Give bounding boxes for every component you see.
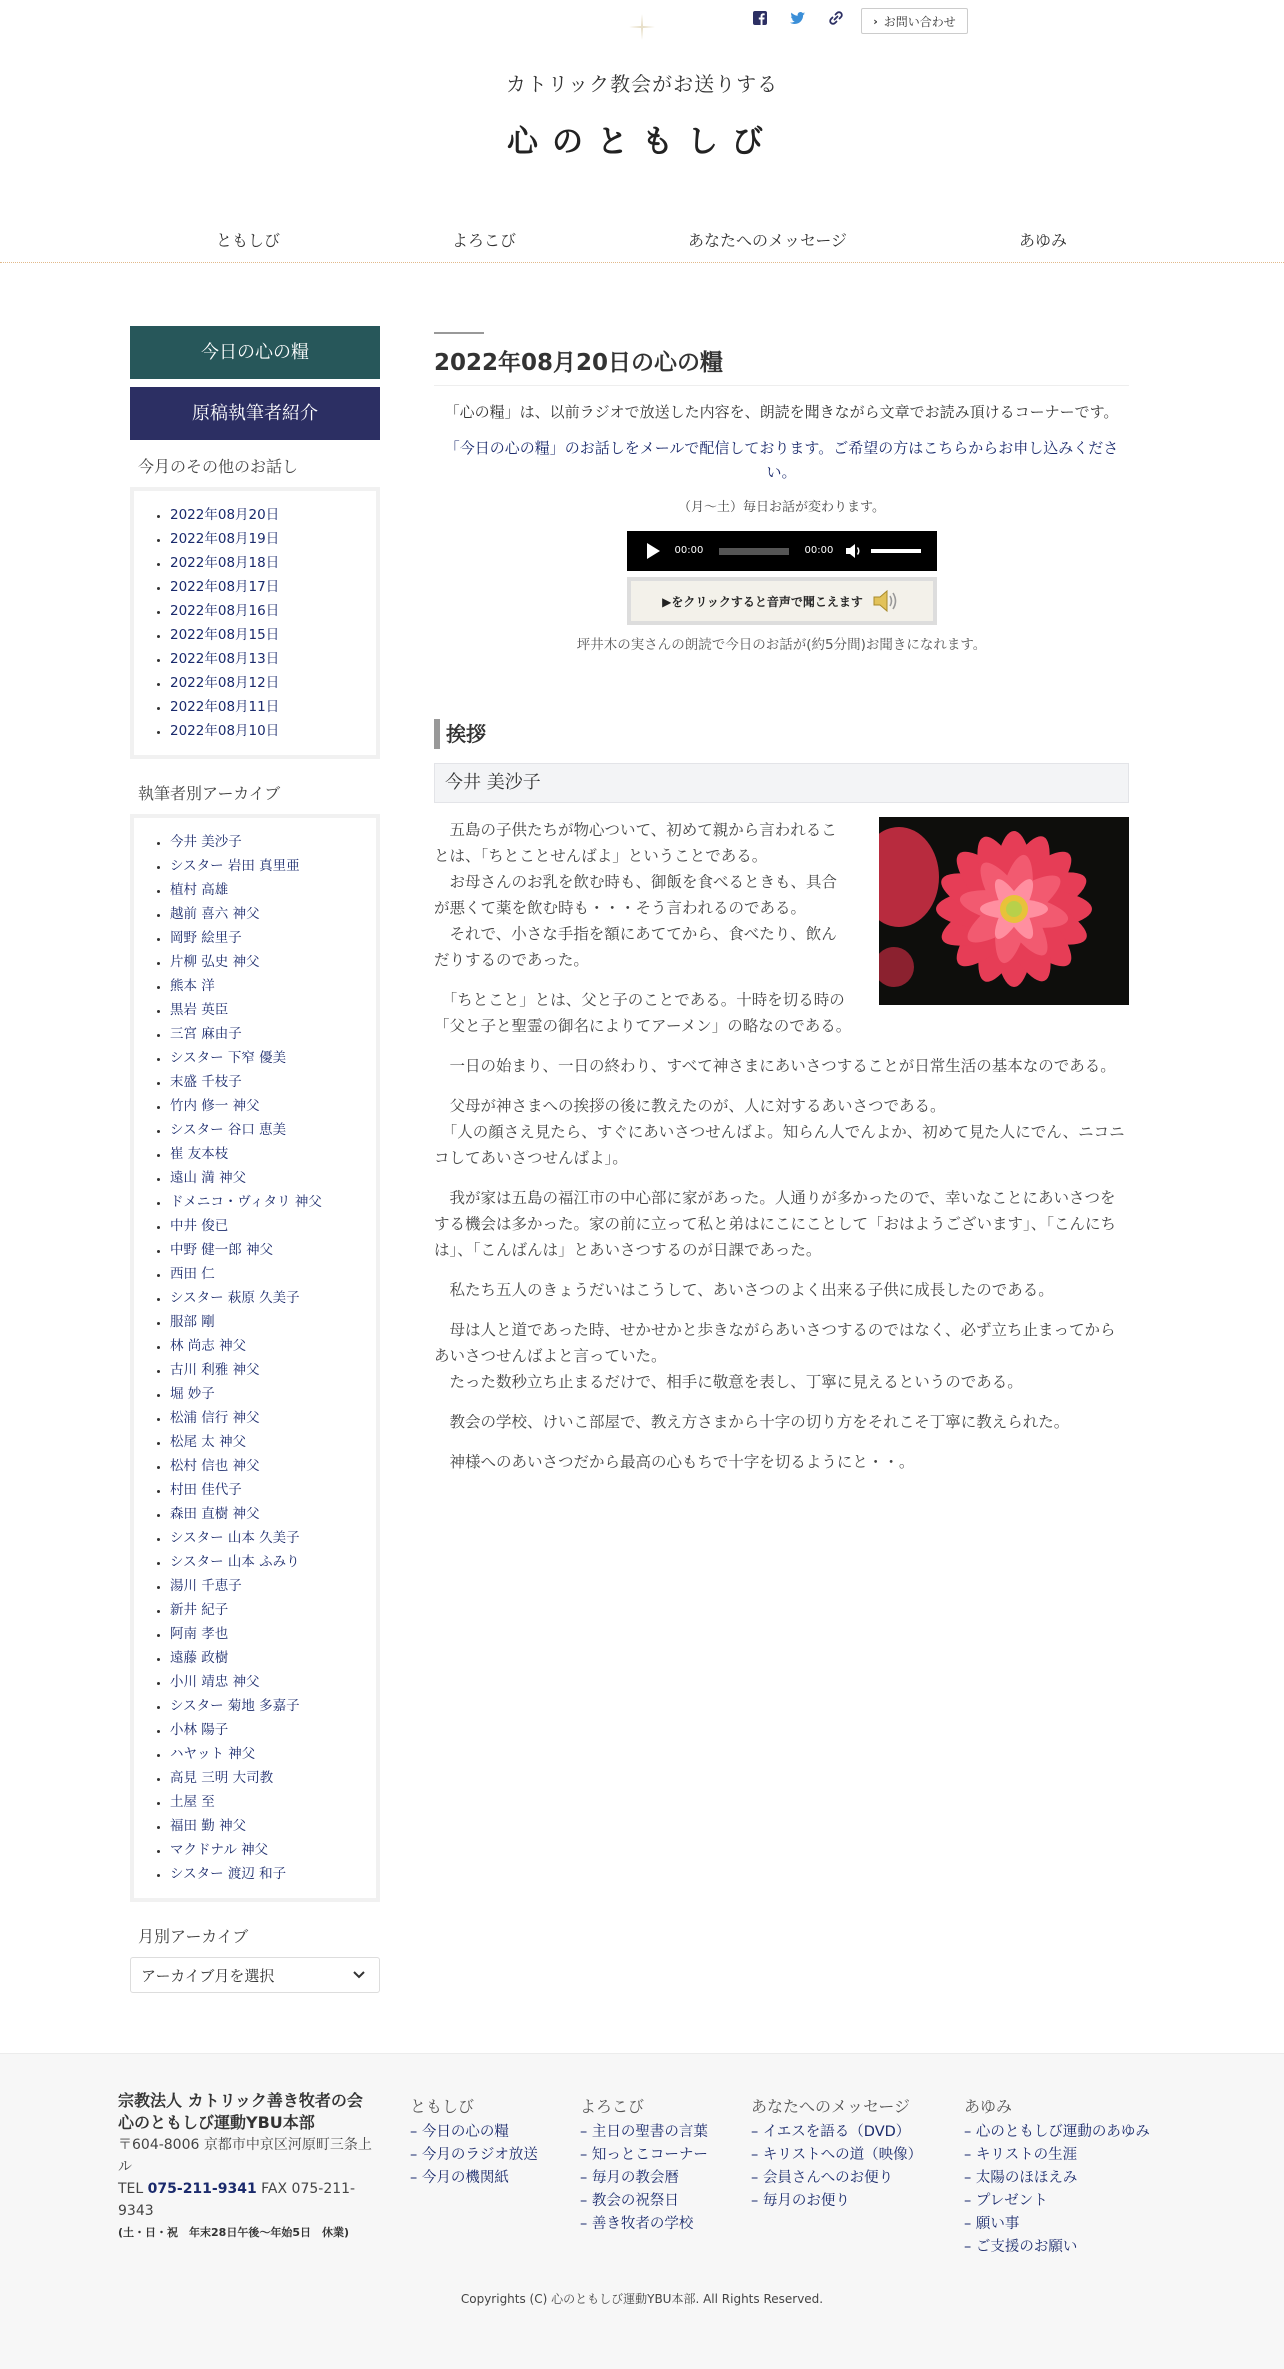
site-title[interactable]: 心のともしび: [507, 124, 777, 160]
nav-yorokobi[interactable]: よろこび: [452, 231, 517, 250]
section-heading: 挨拶: [434, 719, 1129, 749]
author-link[interactable]: • 林 尚志 神父: [170, 1334, 376, 1358]
author-link[interactable]: • 阿南 孝也: [170, 1622, 376, 1646]
footer-col-ayumi: [964, 2094, 1150, 2259]
author-link[interactable]: • 高見 三明 大司教: [170, 1766, 376, 1790]
copyright: Copyrights (C) 心のともしび運動YBU本部. All Rights Reserved.: [460, 2292, 824, 2306]
footer-link[interactable]: – 太陽のほほえみ: [964, 2170, 1078, 2186]
author-link[interactable]: • 末盛 千枝子: [170, 1070, 376, 1094]
listen-instruction: [627, 577, 937, 625]
footer-link[interactable]: – 教会の祝祭日: [580, 2193, 679, 2209]
mail-subscribe-link[interactable]: 「今日の心の糧」のお話しをメールで配信しております。ご希望の方はこちらからお申し込みください。: [444, 439, 1119, 481]
footer-link-label: 太陽のほほえみ: [975, 2170, 1078, 2186]
author-link[interactable]: • シスター 萩原 久美子: [170, 1286, 376, 1310]
org-name-line1: 宗教法人 カトリック善き牧者の会: [118, 2091, 363, 2110]
today-kokoro-button[interactable]: 今日の心の糧: [130, 326, 380, 379]
business-hours: (土・日・祝 年末28日午後〜年始5日 休業): [118, 2226, 350, 2239]
footer-link[interactable]: – 心のともしび運動のあゆみ: [964, 2124, 1150, 2140]
author-link[interactable]: • 松尾 太 神父: [170, 1430, 376, 1454]
writers-intro-button[interactable]: 原稿執筆者紹介: [130, 387, 380, 440]
dahlia-flower-image: [879, 817, 1129, 1005]
author-link[interactable]: • 小川 靖忠 神父: [170, 1670, 376, 1694]
author-link[interactable]: • 小林 陽子: [170, 1718, 376, 1742]
footer-link[interactable]: – 今月のラジオ放送: [410, 2147, 538, 2163]
footer-link[interactable]: – ご支援のお願い: [964, 2239, 1078, 2255]
author-link[interactable]: • 西田 仁: [170, 1262, 376, 1286]
date-link[interactable]: • 2022年08月18日: [170, 551, 376, 575]
footer-link-label: 毎月のお便り: [762, 2193, 850, 2209]
footer-link[interactable]: – 善き牧者の学校: [580, 2216, 694, 2232]
date-list: [152, 503, 376, 743]
article-paragraph: 教会の学校、けいこ部屋で、教え方さまから十字の切り方をそれこそ丁寧に教えられた。: [434, 1413, 1070, 1431]
month-archive-select[interactable]: [130, 1957, 380, 1993]
footer-col-yorokobi: [580, 2094, 708, 2236]
play-icon[interactable]: [647, 543, 660, 559]
org-phone: [118, 2178, 378, 2222]
twitter-icon[interactable]: [790, 10, 806, 26]
org-name-line2: 心のともしび運動YBU本部: [118, 2113, 315, 2132]
footer-link-label: 主日の聖書の言葉: [591, 2124, 708, 2140]
site-tagline: カトリック教会がお送りする: [505, 72, 779, 96]
date-link[interactable]: • 2022年08月12日: [170, 671, 376, 695]
footer-link-label: 会員さんへのお便り: [762, 2170, 894, 2186]
top-bar: [0, 0, 1284, 40]
article-body: [434, 817, 1129, 1475]
footer-link-label: 今日の心の糧: [421, 2124, 509, 2140]
author-link[interactable]: • 岡野 絵里子: [170, 926, 376, 950]
author-link[interactable]: • 片柳 弘史 神父: [170, 950, 376, 974]
social-links: [752, 10, 844, 26]
footer-col-message: [751, 2094, 922, 2213]
author-link[interactable]: • 森田 直樹 神父: [170, 1502, 376, 1526]
author-link[interactable]: • シスター 山本 ふみり: [170, 1550, 376, 1574]
month-archive-heading: 月別アーカイブ: [138, 1927, 249, 1946]
volume-slider[interactable]: [871, 549, 921, 553]
author-link[interactable]: • 村田 佳代子: [170, 1478, 376, 1502]
author-link[interactable]: • シスター 岩田 真里亜: [170, 854, 376, 878]
author-link[interactable]: • 松浦 信行 神父: [170, 1406, 376, 1430]
author-link[interactable]: • 熊本 洋: [170, 974, 376, 998]
footer-link[interactable]: – 今日の心の糧: [410, 2124, 509, 2140]
author-link[interactable]: • 遠山 満 神父: [170, 1166, 376, 1190]
org-address: 〒604-8006 京都市中京区河原町三条上ル: [118, 2137, 372, 2175]
date-link[interactable]: • 2022年08月19日: [170, 527, 376, 551]
sparkle-logo-icon: [629, 14, 655, 40]
sidebar: [130, 326, 380, 1993]
footer-link-label: 知っとこコーナー: [591, 2147, 708, 2163]
footer-link[interactable]: – イエスを語る（DVD）: [751, 2124, 911, 2140]
footer-col-tomoshibi: [410, 2094, 538, 2190]
footer-link-label: キリストへの道（映像）: [762, 2147, 923, 2163]
month-select-value: アーカイブ月を選択: [141, 1966, 275, 1985]
author-link[interactable]: • 土屋 至: [170, 1790, 376, 1814]
author-link[interactable]: • 遠藤 政樹: [170, 1646, 376, 1670]
current-time: 00:00: [674, 545, 704, 556]
footer-col-heading: あゆみ: [964, 2097, 1013, 2116]
article-paragraph: 母は人と道であった時、せかせかと歩きながらあいさつするのではなく、必ず立ち止まってからあいさつせんばよと言っていた。 たった数秒立ち止まるだけで、相手に敬意を表し、丁寧に見えるというのである。: [434, 1321, 1116, 1391]
footer-link[interactable]: – キリストへの道（映像）: [751, 2147, 923, 2163]
intro-text: 「心の糧」は、以前ラジオで放送した内容を、朗読を聞きながら文章でお読み頂けるコーナーです。: [444, 403, 1119, 421]
footer-link-label: 善き牧者の学校: [591, 2216, 694, 2232]
article-paragraph: 私たち五人のきょうだいはこうして、あいさつのよく出来る子供に成長したのである。: [434, 1281, 1054, 1299]
nav-ayumi[interactable]: あゆみ: [1019, 231, 1068, 250]
article-paragraph: 神様へのあいさつだから最高の心もちで十字を切るようにと・・。: [434, 1453, 915, 1471]
footer-link-label: 願い事: [975, 2216, 1020, 2232]
author-link[interactable]: • 崔 友本枝: [170, 1142, 376, 1166]
author-link[interactable]: • 堀 妙子: [170, 1382, 376, 1406]
nav-message[interactable]: あなたへのメッセージ: [688, 231, 848, 250]
date-link[interactable]: • 2022年08月20日: [170, 503, 376, 527]
fax-number: 075-211-9343: [118, 2181, 356, 2219]
author-link[interactable]: • 竹内 修一 神父: [170, 1094, 376, 1118]
author-link[interactable]: • シスター 下窄 優美: [170, 1046, 376, 1070]
nav-tomoshibi[interactable]: ともしび: [216, 231, 281, 250]
author-link[interactable]: • 新井 紀子: [170, 1598, 376, 1622]
footer-link[interactable]: – 毎月のお便り: [751, 2193, 850, 2209]
author-link[interactable]: • シスター 山本 久美子: [170, 1526, 376, 1550]
month-stories-heading: 今月のその他のお話し: [138, 457, 299, 476]
title-accent-line: [434, 332, 484, 334]
author-link[interactable]: • 服部 剛: [170, 1310, 376, 1334]
footer-col-heading: よろこび: [580, 2097, 645, 2116]
tel-label: TEL: [118, 2181, 144, 2197]
speaker-icon: [871, 588, 901, 614]
author-link[interactable]: • 越前 喜六 神父: [170, 902, 376, 926]
footer-link-label: 教会の祝祭日: [591, 2193, 679, 2209]
volume-icon[interactable]: [845, 543, 863, 559]
chevron-right-icon: ›: [873, 14, 878, 28]
author-archive-heading: 執筆者別アーカイブ: [138, 784, 281, 803]
footer-link[interactable]: – 主日の聖書の言葉: [580, 2124, 708, 2140]
footer-link-label: 心のともしび運動のあゆみ: [975, 2124, 1150, 2140]
footer-link[interactable]: – キリストの生涯: [964, 2147, 1078, 2163]
author-link[interactable]: • シスター 渡辺 和子: [170, 1862, 376, 1886]
facebook-icon[interactable]: [752, 10, 768, 26]
author-link[interactable]: • シスター 谷口 恵美: [170, 1118, 376, 1142]
author-link[interactable]: • 中野 健一郎 神父: [170, 1238, 376, 1262]
footer-link-label: イエスを語る（DVD）: [762, 2124, 911, 2140]
footer-link-label: キリストの生涯: [975, 2147, 1078, 2163]
article-paragraph: 我が家は五島の福江市の中心部に家があった。人通りが多かったので、幸いなことにあいさつをする機会は多かった。家の前に立って私と弟はにこにことして「おはようございます」、「こんにちは」、「こんばんは」とあいさつするのが日課であった。: [434, 1189, 1117, 1259]
footer-link[interactable]: – プレゼント: [964, 2193, 1048, 2209]
article-paragraph: 父母が神さまへの挨拶の後に教えたのが、人に対するあいさつである。 「人の顔さえ見たら、すぐにあいさつせんばよ。知らん人でんよか、初めて見た人にでん、ニコニコしてあいさつせんばよ」。: [434, 1097, 1125, 1167]
date-link[interactable]: • 2022年08月15日: [170, 623, 376, 647]
footer-link[interactable]: – 毎月の教会暦: [580, 2170, 679, 2186]
author-link[interactable]: • マクドナル 神父: [170, 1838, 376, 1862]
audio-player: [627, 531, 937, 571]
footer-link-label: プレゼント: [975, 2193, 1048, 2209]
author-link[interactable]: • ドメニコ・ヴィタリ 神父: [170, 1190, 376, 1214]
nav-divider: [0, 262, 1284, 263]
article-paragraph: 「ちとこと」とは、父と子のことである。十時を切る時の「父と子と聖霊の御名によりてアーメン」の略なのである。: [434, 991, 852, 1035]
global-nav: [0, 222, 1284, 262]
footer-link-label: 今月の機関紙: [421, 2170, 509, 2186]
footer-link[interactable]: – 願い事: [964, 2216, 1020, 2232]
link-icon[interactable]: [828, 10, 844, 26]
tel-number[interactable]: 075-211-9341: [147, 2181, 257, 2197]
dahlia-photo: [879, 817, 1129, 1005]
article-paragraph: 一日の始まり、一日の終わり、すべて神さまにあいさつすることが日常生活の基本なのである。: [434, 1057, 1116, 1075]
date-link[interactable]: • 2022年08月17日: [170, 575, 376, 599]
author-link[interactable]: • 黒岩 英臣: [170, 998, 376, 1022]
contact-label: お問い合わせ: [883, 14, 956, 29]
author-list: [152, 830, 376, 1886]
progress-bar[interactable]: [719, 548, 789, 555]
footer-link-label: 毎月の教会暦: [591, 2170, 679, 2186]
reader-note: 坪井木の実さんの朗読で今日のお話が(約5分間)お聞きになれます。: [576, 637, 987, 653]
schedule-note: （月～土）毎日お話が変わります。: [678, 500, 885, 515]
footer-link-label: ご支援のお願い: [975, 2239, 1078, 2255]
footer-link-label: 今月のラジオ放送: [421, 2147, 538, 2163]
author-link[interactable]: • ハヤット 神父: [170, 1742, 376, 1766]
footer-col-heading: ともしび: [410, 2097, 475, 2116]
footer-link[interactable]: – 知っとこコーナー: [580, 2147, 708, 2163]
footer-col-heading: あなたへのメッセージ: [751, 2097, 911, 2116]
author-link[interactable]: • 湯川 千恵子: [170, 1574, 376, 1598]
chevron-down-icon: [353, 1971, 365, 1979]
date-link[interactable]: • 2022年08月16日: [170, 599, 376, 623]
author-link[interactable]: • 古川 利雅 神父: [170, 1358, 376, 1382]
duration-time: 00:00: [804, 545, 834, 556]
author-link[interactable]: • 三宮 麻由子: [170, 1022, 376, 1046]
date-link[interactable]: • 2022年08月10日: [170, 719, 376, 743]
fax-label: FAX: [261, 2181, 288, 2197]
footer-link[interactable]: – 今月の機関紙: [410, 2170, 509, 2186]
author-link[interactable]: • 福田 勤 神父: [170, 1814, 376, 1838]
article-paragraph: 五島の子供たちが物心ついて、初めて親から言われることは、「ちとことせんばよ」ということである。 お母さんのお乳を飲む時も、御飯を食べるときも、具合が悪くて薬を飲む時も・・・そう言われるのである。 それで、小さな手指を額にあててから、食べたり、飲んだりするのであった。: [434, 821, 838, 969]
month-stories-box: [130, 487, 380, 759]
author-link[interactable]: • 中井 俊已: [170, 1214, 376, 1238]
footer-link[interactable]: – 会員さんへのお便り: [751, 2170, 894, 2186]
footer: [0, 2053, 1284, 2369]
main-content: [434, 326, 1129, 1489]
footer-org: [118, 2090, 378, 2244]
author-archive-box: [130, 814, 380, 1902]
author-link[interactable]: • 松村 信也 神父: [170, 1454, 376, 1478]
contact-button[interactable]: [861, 8, 968, 34]
listen-label: ▶をクリックすると音声で聞こえます: [662, 594, 863, 609]
date-link[interactable]: • 2022年08月11日: [170, 695, 376, 719]
date-link[interactable]: • 2022年08月13日: [170, 647, 376, 671]
author-link[interactable]: • 今井 美沙子: [170, 830, 376, 854]
post-title: 2022年08月20日の心の糧: [434, 344, 1129, 386]
author-link[interactable]: • シスター 菊地 多嘉子: [170, 1694, 376, 1718]
author-name: 今井 美沙子: [434, 763, 1129, 803]
author-link[interactable]: • 植村 高雄: [170, 878, 376, 902]
